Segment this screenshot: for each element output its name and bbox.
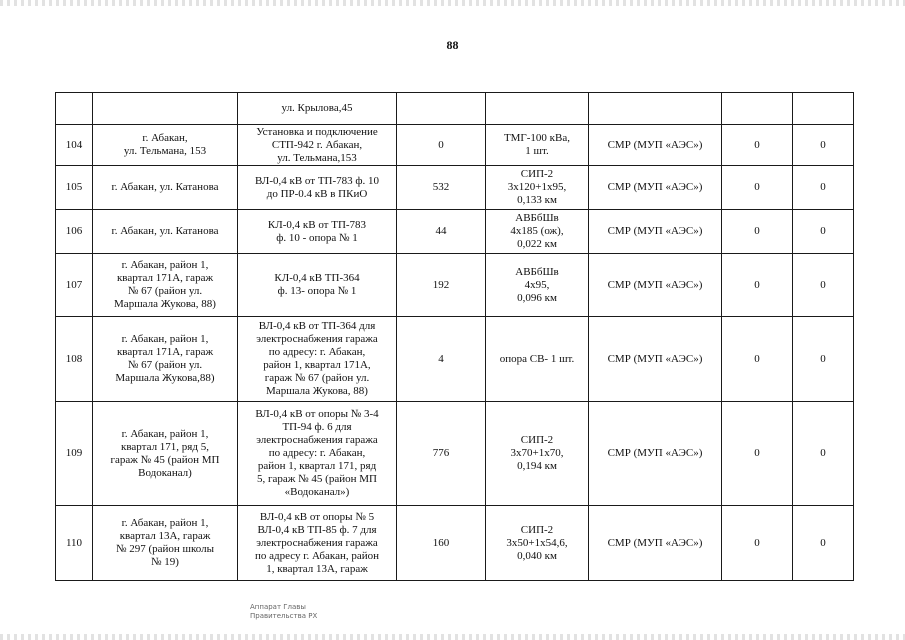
row-number-cell (56, 166, 93, 210)
quantity-cell (397, 166, 486, 210)
executor-text: СМР (МУП «АЭС») (607, 278, 703, 291)
work-description-text: ВЛ-0,4 кВ от ТП-783 ф. 10 до ПР-0.4 кВ в ПКиО (254, 174, 380, 200)
value-cell-7 (722, 402, 793, 506)
row-number-text: 104 (65, 138, 83, 151)
executor-cell (589, 402, 722, 506)
work-description-text: КЛ-0,4 кВ от ТП-783 ф. 10 - опора № 1 (267, 218, 367, 244)
quantity-text: 160 (432, 536, 450, 549)
quantity-cell (397, 254, 486, 317)
scan-edge-bottom (0, 634, 905, 640)
executor-cell (589, 254, 722, 317)
material-text: ТМГ-100 кВа, 1 шт. (504, 132, 570, 157)
work-description-text: ул. Крылова,45 (281, 102, 353, 114)
work-description-cell (238, 506, 397, 581)
value-text-7: 0 (754, 181, 760, 193)
address-cell (93, 210, 238, 254)
row-number-text: 107 (65, 278, 83, 291)
quantity-cell (397, 506, 486, 581)
executor-text: СМР (МУП «АЭС») (607, 225, 703, 237)
value-cell-7 (722, 125, 793, 166)
work-description-cell (238, 93, 397, 125)
quantity-cell (397, 125, 486, 166)
value-cell-7 (722, 210, 793, 254)
value-text-8: 0 (820, 225, 826, 237)
row-number-text: 108 (65, 352, 83, 365)
address-cell (93, 93, 238, 125)
value-cell-7 (722, 506, 793, 581)
row-number-cell (56, 402, 93, 506)
quantity-text: 0 (438, 138, 444, 151)
quantity-cell (397, 210, 486, 254)
value-text-8: 0 (820, 181, 826, 193)
address-cell (93, 402, 238, 506)
executor-cell (589, 506, 722, 581)
value-text-8: 0 (820, 278, 826, 291)
row-number-cell (56, 210, 93, 254)
value-cell-8 (793, 210, 854, 254)
table-row (56, 210, 854, 254)
table-row (56, 402, 854, 506)
row-number-cell (56, 125, 93, 166)
value-text-7: 0 (754, 352, 760, 365)
executor-text: СМР (МУП «АЭС») (607, 536, 703, 549)
work-description-cell (238, 317, 397, 402)
address-text: г. Абакан, ул. Катанова (111, 181, 219, 193)
value-cell-8 (793, 317, 854, 402)
material-cell (486, 125, 589, 166)
quantity-text: 4 (438, 352, 444, 365)
material-text: СИП-2 3х120+1х95, 0,133 км (507, 168, 567, 206)
work-description-cell (238, 210, 397, 254)
executor-text: СМР (МУП «АЭС») (607, 181, 703, 193)
value-cell-7 (722, 317, 793, 402)
value-cell-7 (722, 254, 793, 317)
work-description-text: ВЛ-0,4 кВ от опоры № 3-4 ТП-94 ф. 6 для электроснабжения гаража по адресу: г. Абакан, район 1, квартал 171, ряд 5, гараж № 45 (район МП «Водоканал») (255, 408, 379, 498)
quantity-cell (397, 317, 486, 402)
material-cell (486, 166, 589, 210)
table-row (56, 93, 854, 125)
table-row (56, 317, 854, 402)
executor-cell (589, 317, 722, 402)
address-text: г. Абакан, район 1, квартал 171А, гараж № 67 (район ул. Маршала Жукова,88) (115, 333, 215, 384)
address-text: г. Абакан, район 1, квартал 171, ряд 5, гараж № 45 (район МП Водоканал) (110, 427, 220, 479)
material-text: СИП-2 3х50+1х54,6, 0,040 км (506, 523, 568, 562)
table-row (56, 125, 854, 166)
table-row (56, 506, 854, 581)
value-text-7: 0 (754, 536, 760, 549)
table-body (56, 93, 854, 581)
value-cell-8 (793, 402, 854, 506)
row-number-text: 106 (65, 225, 83, 237)
row-number-cell (56, 317, 93, 402)
executor-text: СМР (МУП «АЭС») (607, 352, 703, 365)
address-cell (93, 166, 238, 210)
executor-cell (589, 166, 722, 210)
work-description-text: ВЛ-0,4 кВ от опоры № 5 ВЛ-0,4 кВ ТП-85 ф. 7 для электроснабжения гаража по адресу г. Абакан, район 1, квартал 13А, гараж (255, 510, 379, 575)
executor-cell (589, 93, 722, 125)
executor-cell (589, 210, 722, 254)
work-description-cell (238, 166, 397, 210)
address-text: г. Абакан, ул. Тельмана, 153 (123, 132, 207, 157)
quantity-cell (397, 402, 486, 506)
value-text-7: 0 (754, 225, 760, 237)
value-text-7: 0 (754, 278, 760, 291)
quantity-text: 776 (432, 447, 450, 459)
material-cell (486, 506, 589, 581)
value-cell-8 (793, 166, 854, 210)
executor-text: СМР (МУП «АЭС») (607, 447, 703, 459)
table-row (56, 254, 854, 317)
work-description-text: КЛ-0,4 кВ ТП-364 ф. 13- опора № 1 (274, 272, 360, 297)
value-cell-8 (793, 125, 854, 166)
material-cell (486, 402, 589, 506)
material-cell (486, 317, 589, 402)
quantity-cell (397, 93, 486, 125)
material-cell (486, 210, 589, 254)
work-description-cell (238, 125, 397, 166)
value-text-7: 0 (754, 138, 760, 151)
row-number-cell (56, 254, 93, 317)
work-description-text: ВЛ-0,4 кВ от ТП-364 для электроснабжения гаража по адресу: г. Абакан, район 1, квартал 171А, гараж № 67 (район ул. Маршала Жукова, 88) (256, 320, 378, 397)
address-cell (93, 125, 238, 166)
material-text: АВБбШв 4х185 (ож), 0,022 км (510, 212, 564, 250)
quantity-text: 44 (435, 225, 447, 237)
value-cell-8 (793, 506, 854, 581)
address-text: г. Абакан, район 1, квартал 171А, гараж № 67 (район ул. Маршала Жукова, 88) (114, 259, 216, 310)
material-cell (486, 93, 589, 125)
stamp-line-2: Правительства РХ (250, 612, 318, 620)
value-cell-8 (793, 254, 854, 317)
row-number-cell (56, 506, 93, 581)
table-row (56, 166, 854, 210)
value-text-7: 0 (754, 447, 760, 459)
address-cell (93, 317, 238, 402)
work-description-cell (238, 254, 397, 317)
work-description-text: Установка и подключение СТП-942 г. Абакан, ул. Тельмана,153 (256, 125, 378, 164)
executor-cell (589, 125, 722, 166)
row-number-text: 105 (65, 181, 83, 193)
value-cell-7 (722, 93, 793, 125)
quantity-text: 192 (432, 278, 450, 291)
row-number-cell (56, 93, 93, 125)
row-number-text: 109 (65, 447, 83, 459)
works-table (55, 92, 854, 581)
material-text: АВБбШв 4х95, 0,096 км (515, 265, 559, 304)
executor-text: СМР (МУП «АЭС») (607, 138, 703, 151)
address-cell (93, 254, 238, 317)
address-cell (93, 506, 238, 581)
material-text: опора СВ- 1 шт. (499, 352, 575, 365)
quantity-text: 532 (432, 181, 450, 193)
value-text-8: 0 (820, 536, 826, 549)
value-text-8: 0 (820, 447, 826, 459)
row-number-text: 110 (65, 536, 83, 549)
material-cell (486, 254, 589, 317)
address-text: г. Абакан, ул. Катанова (111, 225, 219, 237)
value-text-8: 0 (820, 138, 826, 151)
page-number: 88 (446, 38, 459, 52)
value-cell-8 (793, 93, 854, 125)
value-text-8: 0 (820, 352, 826, 365)
material-text: СИП-2 3х70+1х70, 0,194 км (510, 434, 564, 472)
address-text: г. Абакан, район 1, квартал 13А, гараж № 297 (район школы № 19) (115, 517, 215, 568)
value-cell-7 (722, 166, 793, 210)
footer-stamp (250, 603, 317, 621)
work-description-cell (238, 402, 397, 506)
stamp-line-1: Аппарат Главы (250, 603, 306, 611)
scan-edge-top (0, 0, 905, 6)
